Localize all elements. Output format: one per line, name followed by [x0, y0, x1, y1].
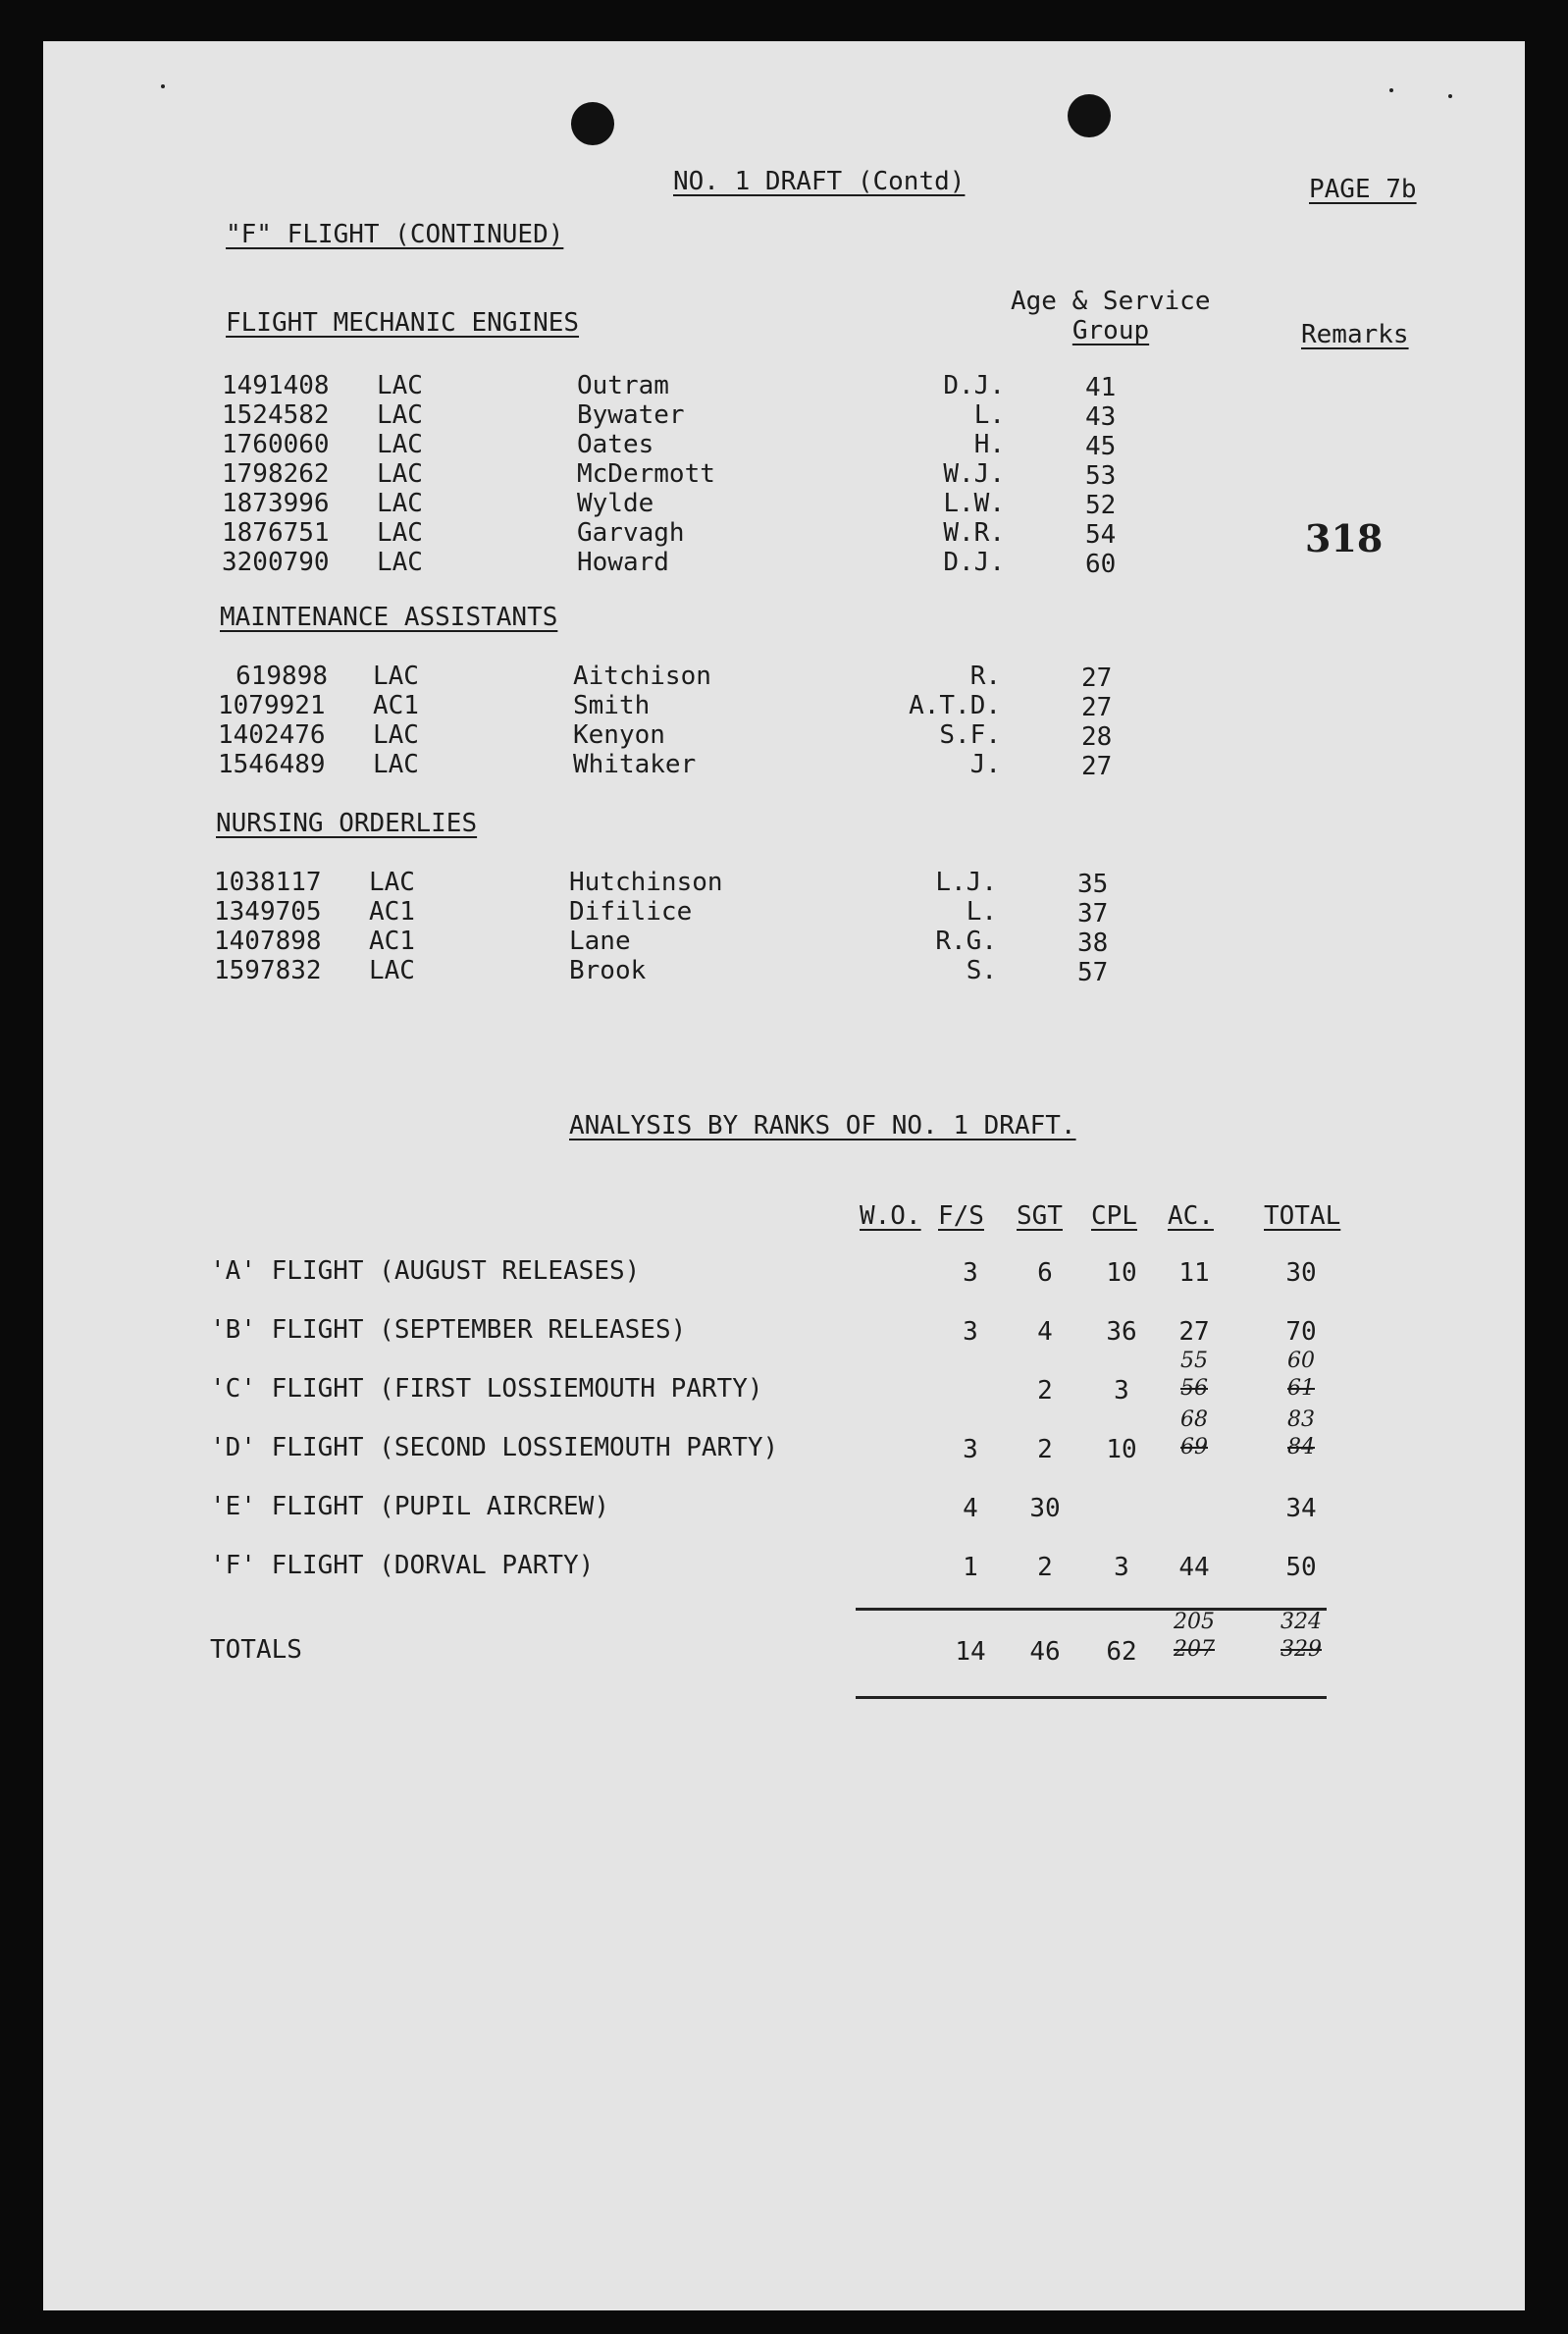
- age-group: 38: [1077, 928, 1109, 958]
- cpl-total: 62: [1106, 1637, 1137, 1667]
- document-page: [43, 41, 1525, 2310]
- age-group: 45: [1085, 432, 1117, 461]
- service-number: 1407898: [214, 927, 322, 956]
- rank: LAC: [373, 662, 419, 691]
- service-number: 1597832: [214, 956, 322, 985]
- service-number: 1798262: [222, 459, 330, 489]
- ac-handwritten-correction: 55: [1180, 1349, 1208, 1373]
- initials: J.: [969, 750, 1001, 779]
- cpl-count: 10: [1106, 1435, 1137, 1464]
- flight-label: 'C' FLIGHT (FIRST LOSSIEMOUTH PARTY): [210, 1374, 763, 1404]
- section-heading: FLIGHT MECHANIC ENGINES: [226, 308, 580, 338]
- initials: L.: [966, 897, 997, 927]
- initials: W.R.: [943, 518, 1005, 548]
- initials: D.J.: [943, 371, 1005, 400]
- rank: LAC: [377, 430, 423, 459]
- rank: LAC: [377, 548, 423, 577]
- surname: Whitaker: [573, 750, 697, 779]
- surname: Howard: [577, 548, 669, 577]
- ac-total-handwritten-correction: 205: [1174, 1610, 1215, 1634]
- service-number: 1524582: [222, 400, 330, 430]
- service-number: 1038117: [214, 868, 322, 897]
- rank: LAC: [377, 459, 423, 489]
- cpl-count: 3: [1114, 1553, 1129, 1582]
- fs-count: 3: [963, 1317, 978, 1347]
- flight-label: 'D' FLIGHT (SECOND LOSSIEMOUTH PARTY): [210, 1433, 779, 1462]
- rank: LAC: [377, 400, 423, 430]
- flight-label: 'B' FLIGHT (SEPTEMBER RELEASES): [210, 1315, 687, 1345]
- rank: AC1: [369, 897, 415, 927]
- surname: Hutchinson: [569, 868, 723, 897]
- column-header-fs: F/S: [938, 1201, 984, 1231]
- ac-count: 44: [1178, 1553, 1210, 1582]
- grand-total-handwritten-correction: 324: [1281, 1610, 1322, 1634]
- flight-label: 'A' FLIGHT (AUGUST RELEASES): [210, 1256, 641, 1286]
- ac-handwritten-correction: 68: [1180, 1407, 1208, 1432]
- punch-hole: [571, 102, 614, 145]
- column-header-total: TOTAL: [1264, 1201, 1341, 1231]
- cpl-count: 3: [1114, 1376, 1129, 1406]
- column-header-sgt: SGT: [1017, 1201, 1063, 1231]
- service-number: 1546489: [218, 750, 326, 779]
- age-group: 54: [1085, 520, 1117, 550]
- ac-count: 11: [1178, 1258, 1210, 1288]
- surname: Wylde: [577, 489, 654, 518]
- rank: AC1: [369, 927, 415, 956]
- surname: Lane: [569, 927, 631, 956]
- age-group: 27: [1081, 663, 1113, 693]
- sgt-count: 30: [1029, 1494, 1061, 1523]
- grand-total-struck-value: 329: [1281, 1637, 1322, 1662]
- column-header-cpl: CPL: [1091, 1201, 1137, 1231]
- fs-count: 3: [963, 1258, 978, 1288]
- flight-label: 'E' FLIGHT (PUPIL AIRCREW): [210, 1492, 609, 1521]
- surname: Bywater: [577, 400, 685, 430]
- ac-struck-value: 56: [1180, 1376, 1208, 1401]
- totals-label: TOTALS: [210, 1635, 302, 1665]
- initials: L.W.: [943, 489, 1005, 518]
- section-heading: MAINTENANCE ASSISTANTS: [220, 603, 558, 632]
- column-header-wo: W.O.: [860, 1201, 921, 1231]
- punch-hole: [1068, 94, 1111, 137]
- total-count: 34: [1285, 1494, 1317, 1523]
- surname: McDermott: [577, 459, 715, 489]
- service-number: 1760060: [222, 430, 330, 459]
- initials: S.: [966, 956, 997, 985]
- fs-count: 3: [963, 1435, 978, 1464]
- surname: Oates: [577, 430, 654, 459]
- totals-top-rule: [856, 1608, 1327, 1611]
- flight-heading: "F" FLIGHT (CONTINUED): [226, 220, 564, 249]
- rank: LAC: [377, 489, 423, 518]
- age-group: 35: [1077, 870, 1109, 899]
- service-number: 1491408: [222, 371, 330, 400]
- remarks-header: Remarks: [1301, 320, 1409, 349]
- ac-total-struck-value: 207: [1174, 1637, 1215, 1662]
- surname: Outram: [577, 371, 669, 400]
- service-number: 3200790: [222, 548, 330, 577]
- age-group: 57: [1077, 958, 1109, 987]
- service-number: 1402476: [218, 720, 326, 750]
- surname: Aitchison: [573, 662, 711, 691]
- age-group: 28: [1081, 722, 1113, 752]
- total-count: 30: [1285, 1258, 1317, 1288]
- stamped-number: 318: [1305, 516, 1384, 560]
- surname: Difilice: [569, 897, 693, 927]
- age-service-header-line1: Age & Service: [1011, 287, 1211, 316]
- sgt-count: 2: [1037, 1553, 1053, 1582]
- service-number: 1349705: [214, 897, 322, 927]
- sgt-count: 2: [1037, 1376, 1053, 1406]
- age-group: 27: [1081, 693, 1113, 722]
- age-group: 41: [1085, 373, 1117, 402]
- age-group: 43: [1085, 402, 1117, 432]
- speck: [1389, 88, 1393, 92]
- initials: L.: [973, 400, 1005, 430]
- ac-struck-value: 69: [1180, 1435, 1208, 1459]
- surname: Garvagh: [577, 518, 685, 548]
- total-struck-value: 61: [1287, 1376, 1315, 1401]
- age-service-header-line2: Group: [1071, 316, 1150, 345]
- rank: LAC: [369, 956, 415, 985]
- speck: [1448, 94, 1452, 98]
- surname: Brook: [569, 956, 647, 985]
- rank: LAC: [369, 868, 415, 897]
- initials: R.: [969, 662, 1001, 691]
- initials: R.G.: [935, 927, 997, 956]
- draft-title: NO. 1 DRAFT (Contd): [673, 167, 966, 196]
- speck: [161, 84, 165, 88]
- fs-count: 1: [963, 1553, 978, 1582]
- initials: S.F.: [939, 720, 1001, 750]
- service-number: 1079921: [218, 691, 326, 720]
- sgt-total: 46: [1029, 1637, 1061, 1667]
- cpl-count: 10: [1106, 1258, 1137, 1288]
- age-group: 37: [1077, 899, 1109, 928]
- service-number: 1873996: [222, 489, 330, 518]
- age-group: 60: [1085, 550, 1117, 579]
- section-heading: NURSING ORDERLIES: [216, 809, 478, 838]
- flight-label: 'F' FLIGHT (DORVAL PARTY): [210, 1551, 595, 1580]
- initials: A.T.D.: [909, 691, 1001, 720]
- surname: Smith: [573, 691, 651, 720]
- service-number: 619898: [235, 662, 328, 691]
- sgt-count: 4: [1037, 1317, 1053, 1347]
- age-group: 27: [1081, 752, 1113, 781]
- total-count: 50: [1285, 1553, 1317, 1582]
- page-number: PAGE 7b: [1309, 175, 1417, 204]
- age-group: 53: [1085, 461, 1117, 491]
- sgt-count: 2: [1037, 1435, 1053, 1464]
- age-group: 52: [1085, 491, 1117, 520]
- initials: D.J.: [943, 548, 1005, 577]
- initials: W.J.: [943, 459, 1005, 489]
- total-handwritten-correction: 60: [1287, 1349, 1315, 1373]
- rank: AC1: [373, 691, 419, 720]
- initials: H.: [973, 430, 1005, 459]
- totals-bottom-rule: [856, 1696, 1327, 1699]
- fs-total: 14: [955, 1637, 986, 1667]
- sgt-count: 6: [1037, 1258, 1053, 1288]
- rank: LAC: [373, 750, 419, 779]
- initials: L.J.: [935, 868, 997, 897]
- rank: LAC: [377, 518, 423, 548]
- rank: LAC: [373, 720, 419, 750]
- total-handwritten-correction: 83: [1287, 1407, 1315, 1432]
- rank: LAC: [377, 371, 423, 400]
- analysis-title: ANALYSIS BY RANKS OF NO. 1 DRAFT.: [569, 1111, 1076, 1140]
- column-header-ac: AC.: [1168, 1201, 1214, 1231]
- cpl-count: 36: [1106, 1317, 1137, 1347]
- ac-count: 27: [1178, 1317, 1210, 1347]
- service-number: 1876751: [222, 518, 330, 548]
- total-struck-value: 84: [1287, 1435, 1315, 1459]
- fs-count: 4: [963, 1494, 978, 1523]
- total-count: 70: [1285, 1317, 1317, 1347]
- surname: Kenyon: [573, 720, 665, 750]
